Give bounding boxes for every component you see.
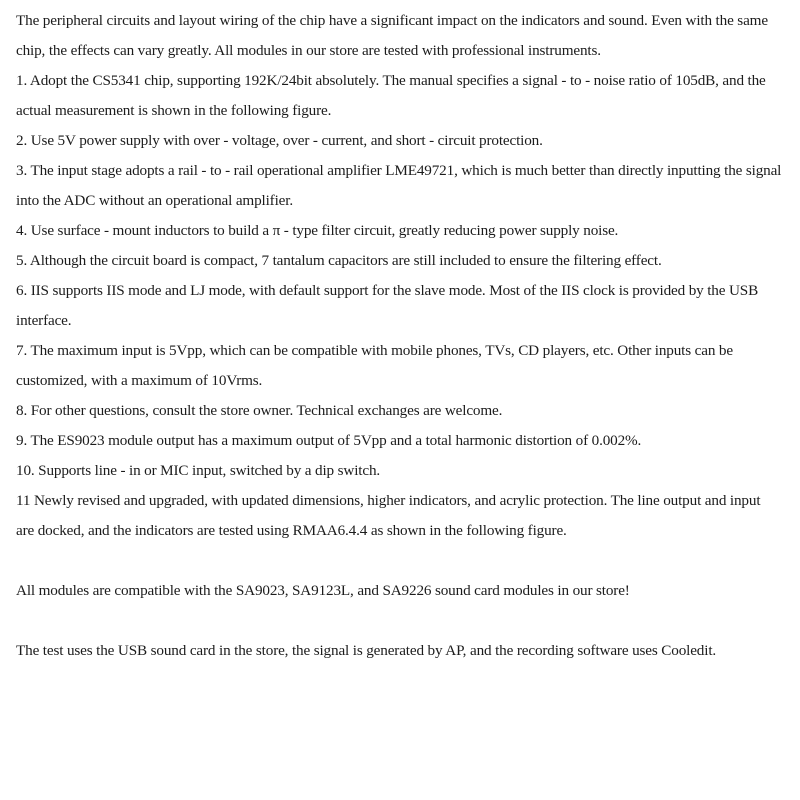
feature-item-11: 11 Newly revised and upgraded, with updated dimensions, higher indicators, and acrylic protection. The line output and input are docked, and the indicators are tested using RMAA6.4.4 as shown in the following figure. <box>16 492 761 539</box>
feature-item-4: 4. Use surface - mount inductors to build a π - type filter circuit, greatly reducing power supply noise. <box>16 222 619 239</box>
feature-item-6: 6. IIS supports IIS mode and LJ mode, with default support for the slave mode. Most of the IIS clock is provided by the USB interface. <box>16 282 759 329</box>
paragraph-spacer <box>16 546 782 576</box>
feature-item-2: 2. Use 5V power supply with over - voltage, over - current, and short - circuit protection. <box>16 132 543 149</box>
feature-item-10: 10. Supports line - in or MIC input, switched by a dip switch. <box>16 462 381 479</box>
feature-item-1: 1. Adopt the CS5341 chip, supporting 192K/24bit absolutely. The manual specifies a signal - to - noise ratio of 105dB, and the actual measurement is shown in the following figure. <box>16 72 766 119</box>
feature-item-7: 7. The maximum input is 5Vpp, which can be compatible with mobile phones, TVs, CD players, etc. Other inputs can be customized, with a maximum of 10Vrms. <box>16 342 733 389</box>
paragraph-spacer <box>16 606 782 636</box>
product-description <box>16 6 782 666</box>
feature-item-3: 3. The input stage adopts a rail - to - rail operational amplifier LME49721, which is much better than directly inputting the signal into the ADC without an operational amplifier. <box>16 162 782 209</box>
test-note: The test uses the USB sound card in the store, the signal is generated by AP, and the recording software uses Cooledit. <box>16 642 717 659</box>
feature-item-8: 8. For other questions, consult the store owner. Technical exchanges are welcome. <box>16 402 503 419</box>
compatibility-note: All modules are compatible with the SA9023, SA9123L, and SA9226 sound card modules in our store! <box>16 582 630 599</box>
feature-item-9: 9. The ES9023 module output has a maximum output of 5Vpp and a total harmonic distortion of 0.002%. <box>16 432 642 449</box>
intro-paragraph: The peripheral circuits and layout wiring of the chip have a significant impact on the indicators and sound. Even with the same chip, the effects can vary greatly. All modules in our store are tested with professional instruments. <box>16 12 768 59</box>
feature-item-5: 5. Although the circuit board is compact, 7 tantalum capacitors are still included to ensure the filtering effect. <box>16 252 662 269</box>
